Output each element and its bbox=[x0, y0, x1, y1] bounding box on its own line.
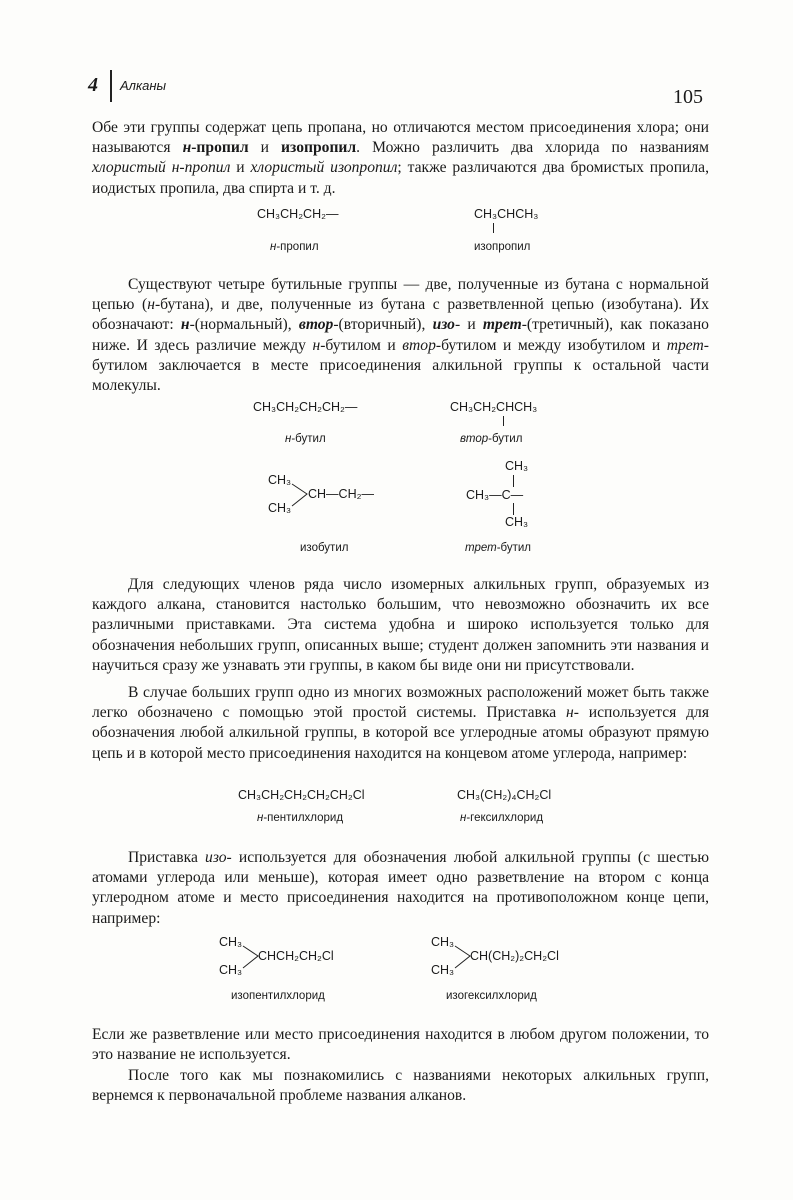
emph-term: -пропил bbox=[191, 139, 249, 157]
paragraph-4 bbox=[92, 683, 709, 764]
text-run: используется для обозначения любой алкильной группы (с шестью атомами углерода или меньше), которая имеет одно разветвление на втором с конца углеродном атоме и место присоединения находится на противоположном конце цепи, например: bbox=[92, 849, 709, 927]
text-run: и bbox=[248, 139, 282, 157]
text-run: -бутилом заключается в месте присоединения алкильной группы к остальной части молекулы. bbox=[92, 336, 709, 395]
isobutyl-caption: изобутил bbox=[300, 542, 349, 554]
isopropyl-caption: изопропил bbox=[474, 241, 531, 253]
text-run: -бутана), и две, полученные из бутана с разветвленной цепью (изобутана). Их обозначают: bbox=[92, 296, 709, 334]
running-header bbox=[88, 68, 708, 108]
npropyl-formula: CH₃CH₂CH₂— bbox=[257, 207, 339, 221]
text-run: . Можно различить два хлорида по названиям bbox=[356, 139, 709, 157]
nbutyl-formula: CH₃CH₂CH₂CH₂— bbox=[253, 400, 358, 414]
bond-line bbox=[513, 503, 514, 515]
tertbutyl-caption: трет-бутил bbox=[465, 542, 532, 554]
emph-term: изо bbox=[432, 316, 455, 334]
paragraph-2 bbox=[92, 275, 709, 396]
nhexyl-chloride-caption: н-гексилхлорид bbox=[460, 812, 544, 824]
npentyl-chloride-caption: н-пентилхлорид bbox=[257, 812, 344, 824]
isohexyl-chloride-caption: изогексилхлорид bbox=[446, 990, 537, 1002]
emph-term: н bbox=[180, 316, 190, 334]
italic-term: хлористый изопропил bbox=[250, 159, 398, 177]
paragraph-6: Если же разветвление или место присоединения находится в любом другом положении, то это название не используется. bbox=[92, 1026, 709, 1064]
text-run: -(вторичный), bbox=[333, 316, 433, 334]
chapter-title: Алканы bbox=[120, 78, 167, 93]
paragraph-5 bbox=[92, 848, 709, 929]
isohexyl-top-methyl: CH₃ bbox=[431, 935, 455, 949]
text-run: -бутилом и bbox=[320, 336, 403, 354]
emph-term: н bbox=[182, 139, 192, 157]
tertbutyl-bottom-methyl: CH₃ bbox=[505, 515, 529, 529]
emph-term: трет bbox=[482, 316, 522, 334]
page-number: 105 bbox=[673, 86, 703, 108]
isopentyl-top-methyl: CH₃ bbox=[219, 935, 243, 949]
isobutyl-main-chain: CH—CH₂— bbox=[308, 487, 374, 501]
bond-line bbox=[493, 223, 494, 233]
nbutyl-caption: н-бутил bbox=[285, 433, 326, 445]
text-run: -(третичный), как показано ниже. И здесь различие между bbox=[92, 316, 709, 354]
secbutyl-formula: CH₃CH₂CHCH₃ bbox=[450, 400, 538, 414]
text-run: - используется для обозначения любой алкильной группы, в которой все углеродные атомы образуют прямую цепь и в которой место присоединения находится на концевом атоме углерода, например: bbox=[92, 704, 709, 762]
text-run: Существуют четыре бутильные группы — две, полученные из бутана с нормальной цепью ( bbox=[92, 276, 709, 314]
emph-term: изопропил bbox=[281, 139, 357, 157]
bond-line bbox=[503, 416, 504, 426]
paragraph-3: Для следующих членов ряда число изомерных алкильных групп, образуемых из каждого алкана, становится настолько большим, что невозможно обозначить их все различными приставками. Эта система удобна и широко используется только для обозначения небольших групп, описанных выше; студент должен запомнить эти названия и научиться сразу же узнавать эти группы, в каком бы виде они ни присутствовали. bbox=[92, 576, 709, 674]
emph-term: втор bbox=[298, 316, 334, 334]
italic-term: н bbox=[147, 296, 155, 314]
text-run: -(нормальный), bbox=[189, 316, 299, 334]
text-run: и bbox=[230, 159, 251, 177]
isobutyl-bottom-methyl: CH₃ bbox=[268, 501, 292, 515]
nhexyl-chloride-formula: CH₃(CH₂)₄CH₂Cl bbox=[457, 788, 552, 802]
isopentyl-main-chain: CHCH₂CH₂Cl bbox=[258, 949, 334, 963]
isohexyl-bottom-methyl: CH₃ bbox=[431, 963, 455, 977]
text-run: - и bbox=[454, 316, 483, 334]
italic-term: хлористый н-пропил bbox=[92, 159, 231, 177]
header-divider bbox=[110, 70, 112, 102]
secbutyl-caption: втор-бутил bbox=[460, 433, 523, 445]
paragraph-7: После того как мы познакомились с названиями некоторых алкильных групп, вернемся к первоначальной проблеме названия алканов. bbox=[92, 1067, 709, 1105]
text-run: -бутилом и между изобутилом и bbox=[435, 336, 667, 354]
isopentyl-chloride-caption: изопентилхлорид bbox=[231, 990, 325, 1002]
isohexyl-main-chain: CH(CH₂)₂CH₂Cl bbox=[470, 949, 559, 963]
italic-term: н bbox=[566, 704, 574, 722]
paragraph-1 bbox=[92, 118, 709, 199]
npropyl-caption: н-пропил bbox=[270, 241, 319, 253]
isopropyl-formula: CH₃CHCH₃ bbox=[474, 207, 539, 221]
italic-term: н bbox=[312, 336, 321, 354]
tertbutyl-middle: CH₃—C— bbox=[466, 488, 524, 502]
text-run: В случае больших групп одно из многих возможных расположений может быть также легко обозначено с помощью этой простой системы. Приставка bbox=[92, 684, 709, 722]
text-run: Приставка bbox=[128, 849, 206, 866]
isopentyl-bottom-methyl: CH₃ bbox=[219, 963, 243, 977]
italic-term: втор bbox=[402, 336, 436, 354]
bond-line bbox=[513, 475, 514, 487]
npentyl-chloride-formula: CH₃CH₂CH₂CH₂CH₂Cl bbox=[238, 788, 365, 802]
isobutyl-top-methyl: CH₃ bbox=[268, 473, 292, 487]
italic-term: трет bbox=[666, 336, 704, 354]
text-run: Обе эти группы содержат цепь пропана, но отличаются местом присоединения хлора; они называются bbox=[92, 119, 709, 157]
text-run: ; также различаются два бромистых пропила, иодистых пропила, два спирта и т. д. bbox=[92, 159, 709, 197]
chapter-number: 4 bbox=[88, 74, 98, 96]
tertbutyl-top-methyl: CH₃ bbox=[505, 459, 529, 473]
italic-term: изо- bbox=[205, 849, 232, 866]
